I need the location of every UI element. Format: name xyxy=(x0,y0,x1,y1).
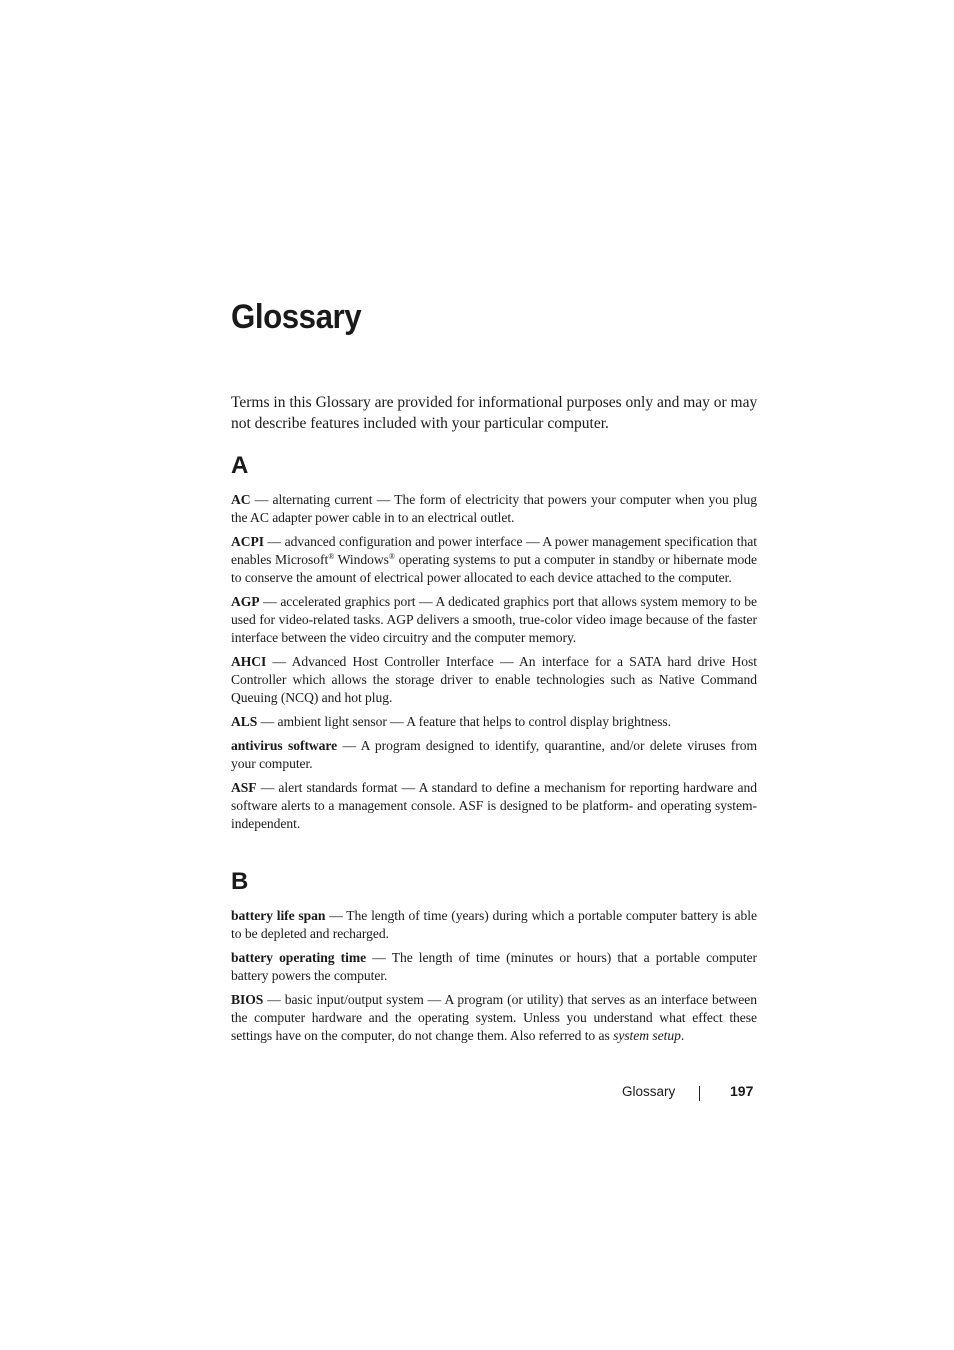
registered-mark: ® xyxy=(388,552,395,561)
entry-definition: The length of time (minutes or hours) that a portable computer battery powers the computer. xyxy=(231,950,758,983)
footer-chapter-label: Glossary xyxy=(622,1084,676,1099)
footer-divider xyxy=(699,1086,700,1101)
italic-term: system setup xyxy=(613,1028,681,1043)
entry-term: AHCI xyxy=(231,654,267,669)
entry-definition: basic input/output system — A program (or utility) that serves as an interface between the computer hardware and the operating system. Unless you understand what effect these settings have on the computer, do not change them. Also referred to as system setup. xyxy=(231,992,757,1043)
page-title: Glossary xyxy=(231,298,362,336)
entry-term: AC xyxy=(231,492,251,507)
entry-term: battery life span xyxy=(231,908,326,923)
page-number: 197 xyxy=(730,1083,754,1099)
entry-definition: The length of time (years) during which a portable computer battery is able to be depleted and recharged. xyxy=(231,908,757,941)
entry-term: battery operating time xyxy=(231,950,367,965)
entry-term: antivirus software xyxy=(231,738,338,753)
entry-term: ACPI xyxy=(231,534,265,549)
entry-definition: A program designed to identify, quarantine, and/or delete viruses from your computer. xyxy=(231,738,757,771)
glossary-entry-ahci: AHCI — Advanced Host Controller Interface — An interface for a SATA hard drive Host Controller which allows the storage driver to enable technologies such as Native Command Queuing (NCQ) and hot plug. xyxy=(231,654,757,705)
section-a xyxy=(231,451,757,839)
entry-definition: accelerated graphics port — A dedicated graphics port that allows system memory to be used for video-related tasks. AGP delivers a smooth, true-color video image because of the faster interface between the video circuitry and the computer memory. xyxy=(231,594,757,645)
glossary-entry-acpi: ACPI — advanced configuration and power interface — A power management specification that enables Microsoft® Windows® operating systems to put a computer in standby or hibernate mode to conserve the amount of electrical power allocated to each device attached to the computer. xyxy=(231,534,758,585)
section-b xyxy=(231,867,757,1051)
glossary-entry-als: ALS — ambient light sensor — A feature that helps to control display brightness. xyxy=(231,714,672,729)
glossary-entry-asf: ASF — alert standards format — A standard to define a mechanism for reporting hardware and software alerts to a management console. ASF is designed to be platform- and operating system-independent. xyxy=(231,780,757,831)
section-letter-b: B xyxy=(231,868,249,895)
entry-term: ASF xyxy=(231,780,257,795)
entry-term: BIOS xyxy=(231,992,264,1007)
glossary-entry-bios: BIOS — basic input/output system — A program (or utility) that serves as an interface between the computer hardware and the operating system. Unless you understand what effect these settings have on the computer, do not change them. Also referred to as system setup. xyxy=(231,992,757,1043)
glossary-entry-battery-operating-time: battery operating time — The length of time (minutes or hours) that a portable computer battery powers the computer. xyxy=(231,950,758,983)
registered-mark: ® xyxy=(328,552,335,561)
page-footer xyxy=(600,1083,760,1103)
glossary-entry-agp: AGP — accelerated graphics port — A dedicated graphics port that allows system memory to be used for video-related tasks. AGP delivers a smooth, true-color video image because of the faster interface between the video circuitry and the computer memory. xyxy=(231,594,757,645)
glossary-entry-battery-life-span: battery life span — The length of time (years) during which a portable computer battery is able to be depleted and recharged. xyxy=(231,908,757,941)
intro-paragraph: Terms in this Glossary are provided for informational purposes only and may or may not describe features included with your particular computer. xyxy=(231,394,758,432)
entry-definition: alternating current — The form of electricity that powers your computer when you plug the AC adapter power cable in to an electrical outlet. xyxy=(231,492,757,525)
entry-term: AGP xyxy=(231,594,260,609)
section-letter-a: A xyxy=(231,452,249,479)
entry-definition: advanced configuration and power interface — A power management specification that enables Microsoft® Windows® operating systems to put a computer in standby or hibernate mode to conserve the amount of electrical power allocated to each device attached to the computer. xyxy=(231,534,758,585)
glossary-entry-ac: AC — alternating current — The form of electricity that powers your computer when you plug the AC adapter power cable in to an electrical outlet. xyxy=(231,492,757,525)
glossary-entry-antivirus-software: antivirus software — A program designed to identify, quarantine, and/or delete viruses from your computer. xyxy=(231,738,757,771)
entry-definition: ambient light sensor — A feature that helps to control display brightness. xyxy=(277,714,672,729)
entry-term: ALS xyxy=(231,714,258,729)
entry-definition: Advanced Host Controller Interface — An interface for a SATA hard drive Host Controller which allows the storage driver to enable technologies such as Native Command Queuing (NCQ) and hot plug. xyxy=(231,654,757,705)
entry-definition: alert standards format — A standard to define a mechanism for reporting hardware and software alerts to a management console. ASF is designed to be platform- and operating system-independent. xyxy=(231,780,757,831)
